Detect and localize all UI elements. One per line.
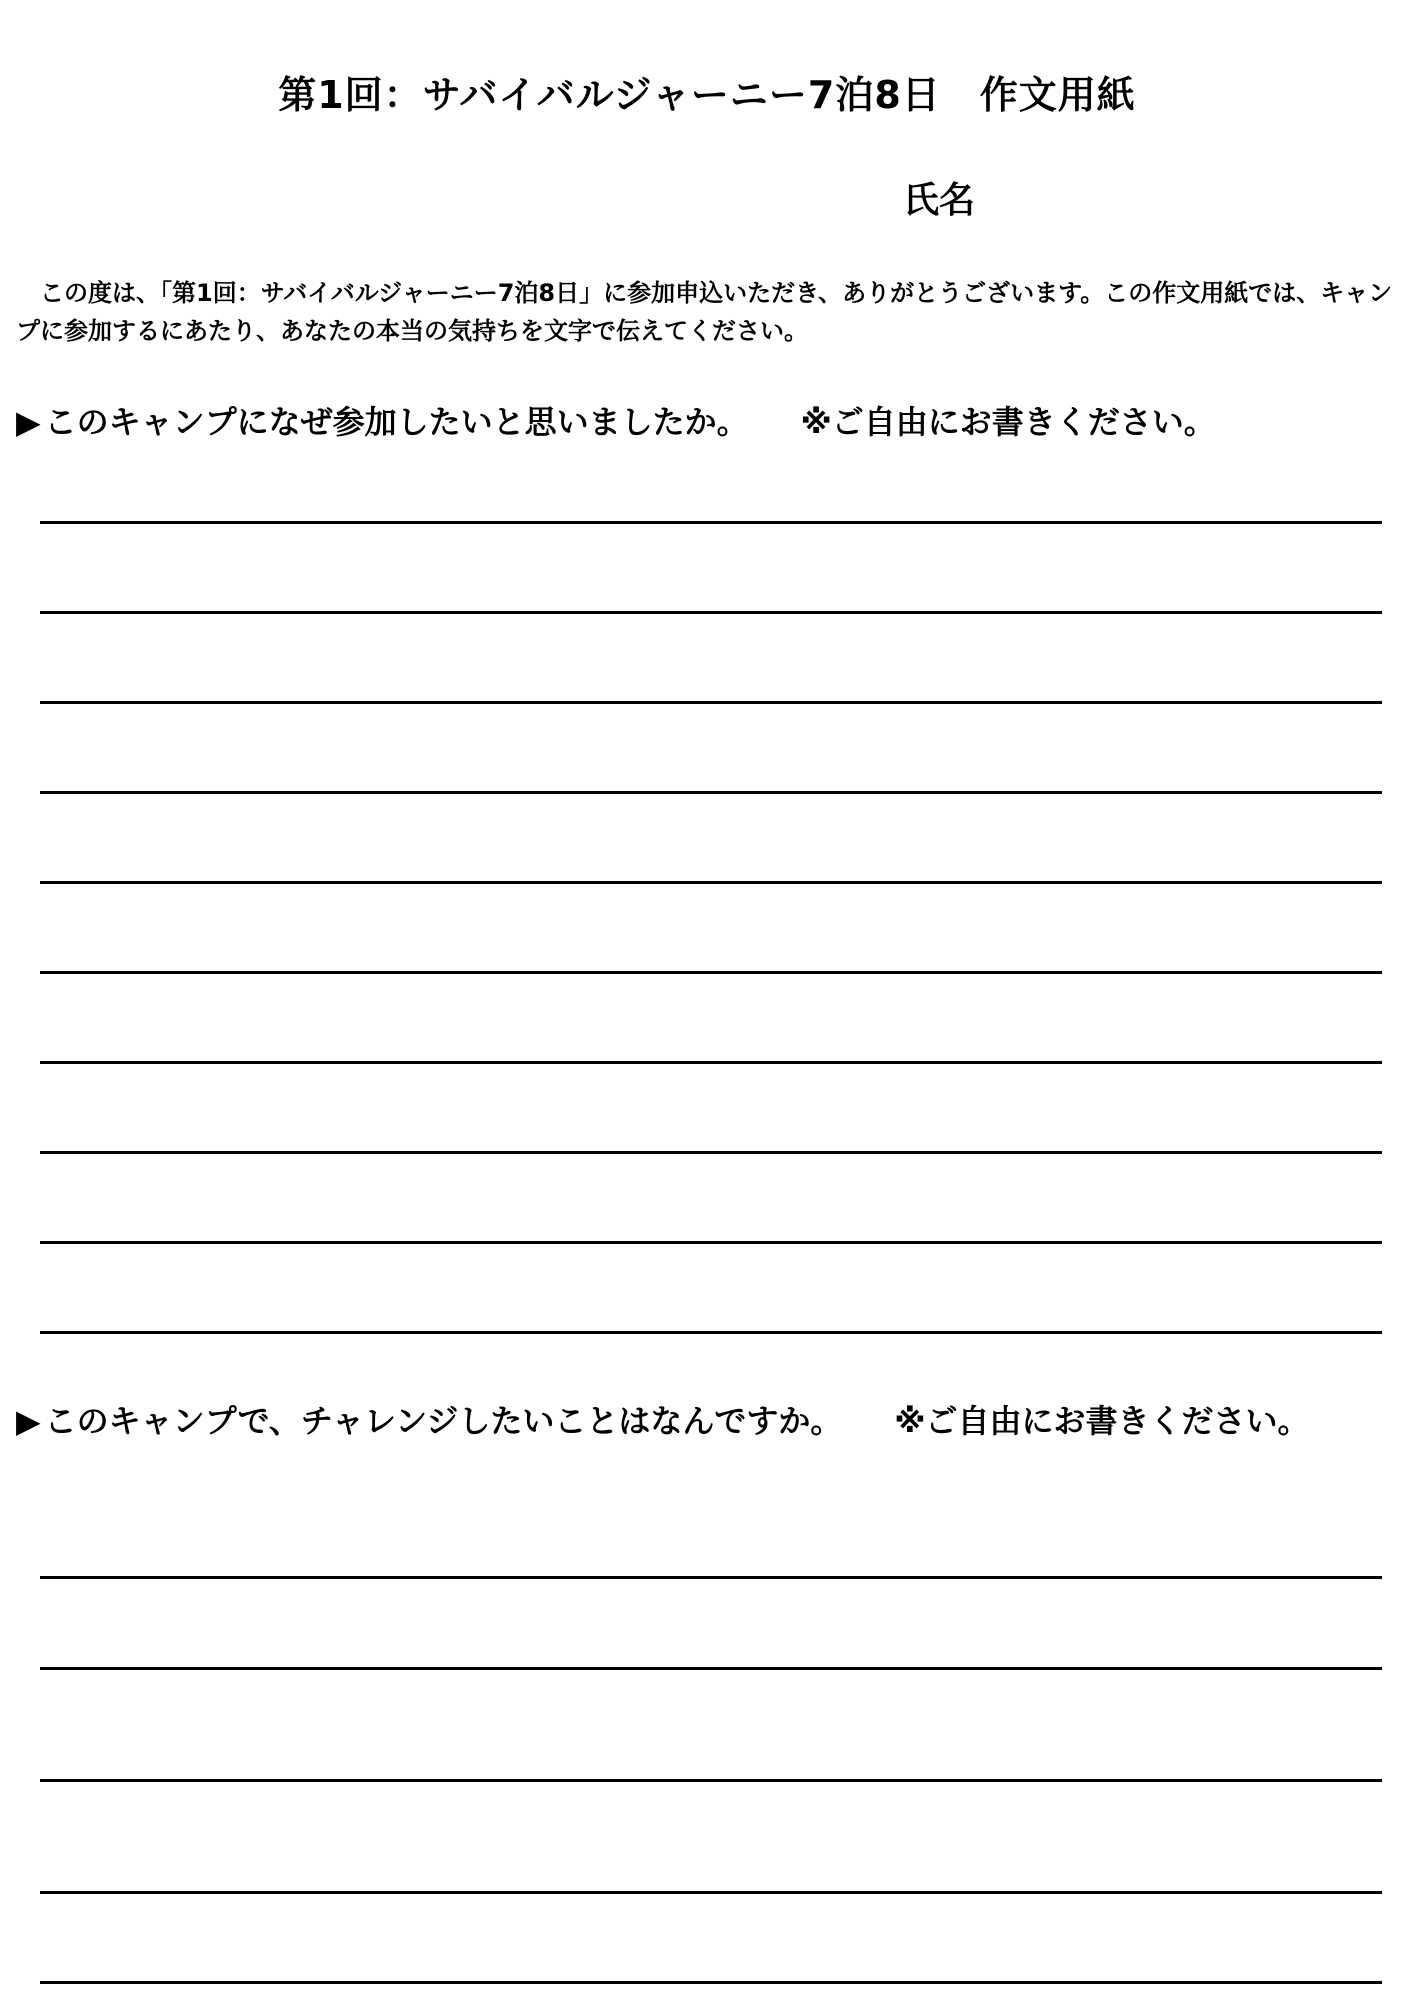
name-field-label: 氏名 [903,180,976,221]
question-2 [16,1396,1406,1442]
answer-line[interactable] [40,1331,1382,1334]
answer-line[interactable] [40,1576,1382,1579]
answer-line[interactable] [40,611,1382,614]
question-1-note: ※ご自由にお書きください。 [800,403,1216,441]
answer-line[interactable] [40,521,1382,524]
question-1 [16,397,1406,443]
answer-line[interactable] [40,971,1382,974]
triangle-marker-icon: ▶ [16,403,41,441]
answer-line[interactable] [40,1891,1382,1894]
answer-line[interactable] [40,791,1382,794]
answer-line[interactable] [40,701,1382,704]
triangle-marker-icon: ▶ [16,1402,41,1440]
question-1-text: このキャンプになぜ参加したいと思いましたか。 [44,403,749,441]
answer-line[interactable] [40,1667,1382,1670]
answer-line[interactable] [40,881,1382,884]
answer-line[interactable] [40,1061,1382,1064]
question-2-text: このキャンプで、チャレンジしたいことはなんですか。 [44,1402,843,1440]
question-2-note: ※ご自由にお書きください。 [894,1402,1310,1440]
answer-line[interactable] [40,1981,1382,1984]
answer-line[interactable] [40,1779,1382,1782]
answer-line[interactable] [40,1241,1382,1244]
intro-paragraph: この度は、「第1回：サバイバルジャーニー7泊8日」に参加申込いただき、ありがとうございます。この作文用紙では、キャンプに参加するにあたり、あなたの本当の気持ちを文字で伝えてください。 [16,279,1393,345]
document-title: 第1回：サバイバルジャーニー7泊8日 作文用紙 [278,73,1136,117]
answer-line[interactable] [40,1151,1382,1154]
